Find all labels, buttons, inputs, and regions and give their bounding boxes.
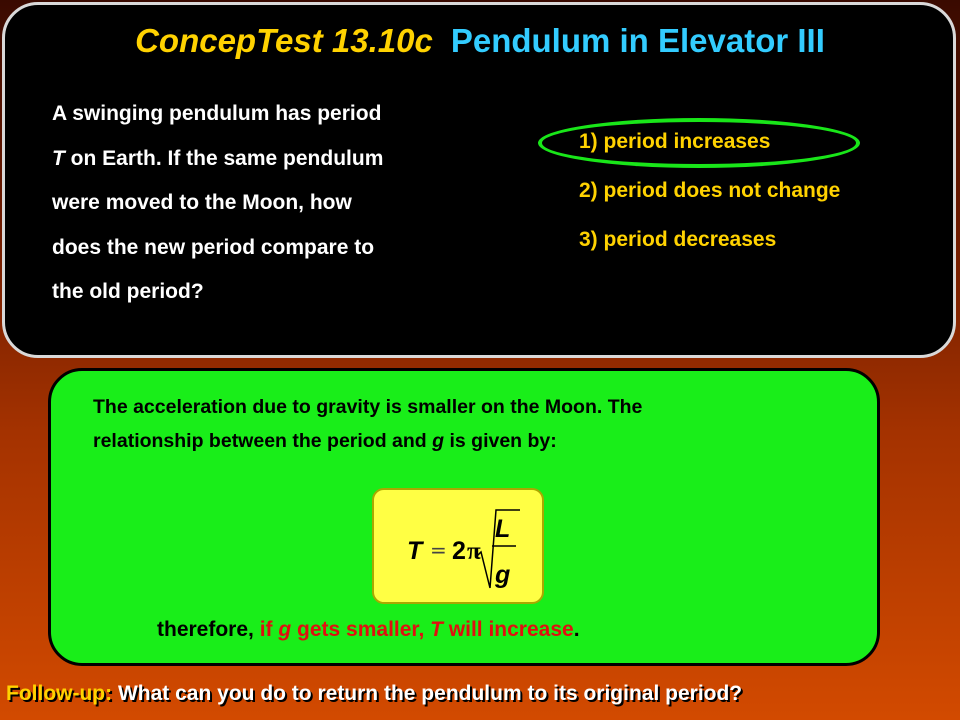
question-line: were moved to the Moon, how <box>52 191 352 214</box>
question-line: T on Earth. If the same pendulum <box>52 146 384 170</box>
followup-text: What can you do to return the pendulum to its original period? <box>112 682 743 705</box>
g-variable: g <box>432 430 445 452</box>
question-line: does the new period compare to <box>52 235 375 259</box>
formula-T: T <box>407 537 423 565</box>
option-1[interactable]: 1) period increases <box>579 130 771 153</box>
followup-label: Follow-up: <box>6 682 113 705</box>
slide-title <box>0 22 960 60</box>
explanation-text <box>93 390 883 458</box>
explanation-line: relationship between the period and g is given by: <box>93 430 557 452</box>
option-3[interactable]: 3) period decreases <box>579 228 777 251</box>
option-2[interactable]: 2) period does not change <box>579 179 841 202</box>
explanation-line: The acceleration due to gravity is smaller on the Moon. The <box>93 396 643 418</box>
title-topic: Pendulum in Elevator III <box>450 22 825 59</box>
test-id: ConcepTest 13.10c <box>135 22 433 59</box>
formula-g: g <box>495 561 511 589</box>
question-line: the old period? <box>52 280 204 303</box>
period-variable: T <box>52 146 65 170</box>
formula-L: L <box>495 515 511 543</box>
formula-box <box>372 488 544 604</box>
formula-pi: π <box>467 538 481 565</box>
conclusion-text: therefore, if g gets smaller, T will increase. <box>157 618 580 641</box>
formula-equals: = <box>430 538 447 562</box>
period-formula <box>374 490 546 606</box>
conclusion-highlight: if g gets smaller, T will increase <box>259 618 574 641</box>
followup-question <box>6 682 960 706</box>
question-line: A swinging pendulum has period <box>52 102 382 125</box>
formula-two: 2 <box>452 537 466 565</box>
question-text <box>52 92 522 315</box>
